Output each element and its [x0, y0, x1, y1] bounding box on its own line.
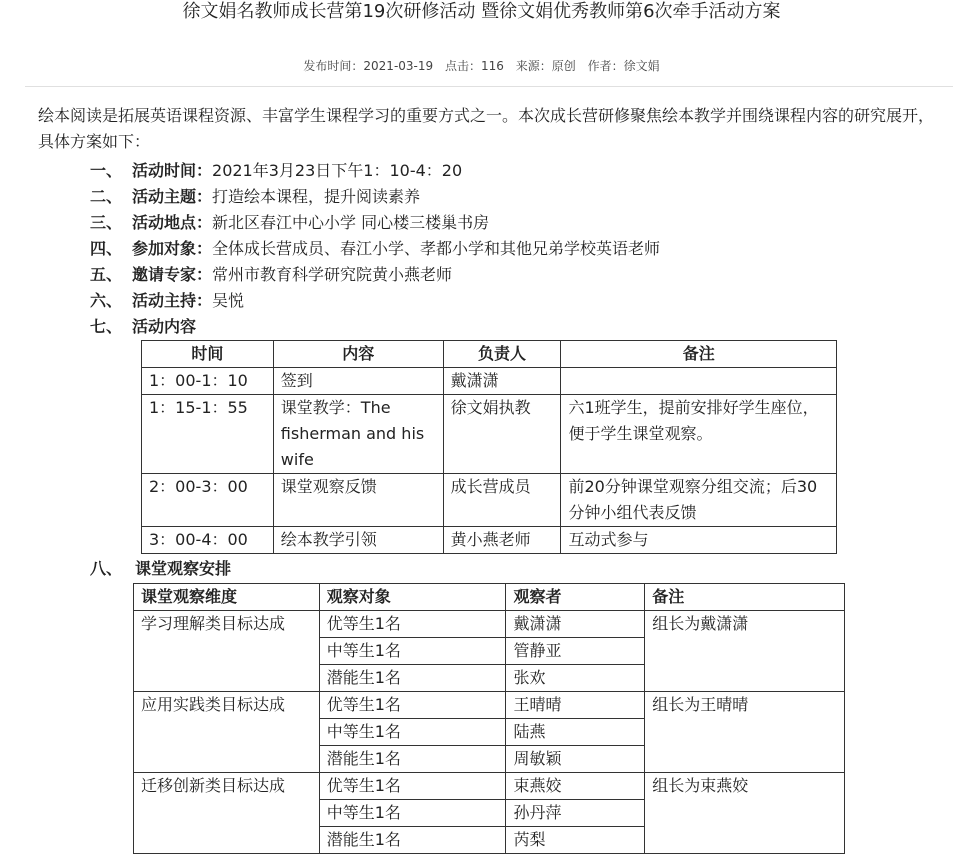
article-meta: [0, 57, 963, 74]
table-header-row: [134, 584, 845, 611]
publish-time: 发布时间：2021-03-19: [303, 59, 434, 73]
plan-item: 一、 活动时间：2021年3月23日下午1：10-4：20: [90, 161, 463, 180]
divider: [25, 86, 953, 87]
target-cell: 优等生1名: [319, 611, 506, 638]
dimension-cell: 应用实践类目标达成: [134, 692, 320, 773]
target-cell: 中等生1名: [319, 800, 506, 827]
click-count: 点击：116: [444, 59, 504, 73]
table-cell: 课堂教学：The fisherman and his wife: [273, 395, 443, 474]
observer-cell: 管静亚: [506, 638, 645, 665]
table-cell: 1：15-1：55: [142, 395, 274, 474]
table-row: [134, 611, 845, 638]
table-row: [142, 368, 837, 395]
plan-item: 二、 活动主题：打造绘本课程，提升阅读素养: [90, 187, 421, 206]
plan-item-value: 全体成长营成员、春江小学、孝都小学和其他兄弟学校英语老师: [212, 239, 661, 258]
table-row: [142, 395, 837, 474]
observer-cell: 周敏颖: [506, 746, 645, 773]
column-header: 时间: [142, 341, 274, 368]
plan-items: [90, 158, 660, 340]
table-cell: 徐文娟执教: [443, 395, 561, 474]
target-cell: 潜能生1名: [319, 665, 506, 692]
observer-cell: 束燕姣: [506, 773, 645, 800]
column-header: 备注: [645, 584, 845, 611]
table-cell: 课堂观察反馈: [273, 474, 443, 527]
table-cell: 戴潇潇: [443, 368, 561, 395]
intro-paragraph: 绘本阅读是拓展英语课程资源、丰富学生课程学习的重要方式之一。本次成长营研修聚焦绘本教学并围绕课程内容的研究展开，具体方案如下：: [38, 106, 935, 151]
target-cell: 潜能生1名: [319, 746, 506, 773]
table-cell: 2：00-3：00: [142, 474, 274, 527]
column-header: 内容: [273, 341, 443, 368]
plan-item-label: 活动主题：: [132, 187, 213, 206]
plan-item-value: 2021年3月23日下午1：10-4：20: [212, 161, 463, 180]
plan-item: 三、 活动地点：新北区春江中心小学 同心楼三楼巢书房: [90, 213, 490, 232]
target-cell: 优等生1名: [319, 692, 506, 719]
note-cell: 组长为王晴晴: [645, 692, 845, 773]
observer-cell: 戴潇潇: [506, 611, 645, 638]
table-cell: 3：00-4：00: [142, 527, 274, 554]
target-cell: 中等生1名: [319, 638, 506, 665]
note-cell: 组长为束燕姣: [645, 773, 845, 854]
table-cell: 互动式参与: [561, 527, 837, 554]
observer-cell: 芮梨: [506, 827, 645, 854]
section-heading: 八、 课堂观察安排: [90, 559, 232, 578]
table-cell: 绘本教学引领: [273, 527, 443, 554]
column-header: 课堂观察维度: [134, 584, 320, 611]
plan-item-label: 活动时间：: [132, 161, 213, 180]
column-header: 观察对象: [319, 584, 506, 611]
plan-item-label: 活动地点：: [132, 213, 213, 232]
table-cell: 六1班学生，提前安排好学生座位，便于学生课堂观察。: [561, 395, 837, 474]
column-header: 负责人: [443, 341, 561, 368]
observation-table: [133, 583, 845, 854]
dimension-cell: 迁移创新类目标达成: [134, 773, 320, 854]
author: 作者：徐文娟: [587, 59, 660, 73]
observer-cell: 王晴晴: [506, 692, 645, 719]
note-cell: 组长为戴潇潇: [645, 611, 845, 692]
table-row: [134, 773, 845, 800]
plan-item-value: 新北区春江中心小学 同心楼三楼巢书房: [212, 213, 490, 232]
table-cell: 黄小燕老师: [443, 527, 561, 554]
table-cell: [561, 368, 837, 395]
table-row: [134, 692, 845, 719]
table-cell: 前20分钟课堂观察分组交流；后30分钟小组代表反馈: [561, 474, 837, 527]
observer-cell: 张欢: [506, 665, 645, 692]
plan-item: 七、 活动内容: [90, 317, 197, 336]
source: 来源：原创: [515, 59, 576, 73]
schedule-table: [141, 340, 837, 554]
plan-item: 五、 邀请专家：常州市教育科学研究院黄小燕老师: [90, 265, 453, 284]
plan-item-value: 吴悦: [212, 291, 245, 310]
observer-cell: 陆燕: [506, 719, 645, 746]
plan-item-label: 活动内容: [132, 317, 197, 336]
table-cell: 1：00-1：10: [142, 368, 274, 395]
table-row: [142, 474, 837, 527]
plan-item: 六、 活动主持：吴悦: [90, 291, 245, 310]
column-header: 观察者: [506, 584, 645, 611]
table-row: [142, 527, 837, 554]
article-title: 徐文娟名教师成长营第19次研修活动 暨徐文娟优秀教师第6次牵手活动方案: [182, 1, 781, 22]
plan-item-value: 常州市教育科学研究院黄小燕老师: [212, 265, 453, 284]
target-cell: 潜能生1名: [319, 827, 506, 854]
plan-item: 四、 参加对象：全体成长营成员、春江小学、孝都小学和其他兄弟学校英语老师: [90, 239, 661, 258]
plan-item-label: 活动主持：: [132, 291, 213, 310]
plan-item-value: 打造绘本课程，提升阅读素养: [212, 187, 421, 206]
dimension-cell: 学习理解类目标达成: [134, 611, 320, 692]
table-header-row: [142, 341, 837, 368]
plan-item-label: 参加对象：: [132, 239, 213, 258]
table-cell: 成长营成员: [443, 474, 561, 527]
column-header: 备注: [561, 341, 837, 368]
target-cell: 优等生1名: [319, 773, 506, 800]
plan-item-label: 邀请专家：: [132, 265, 213, 284]
observer-cell: 孙丹萍: [506, 800, 645, 827]
table-cell: 签到: [273, 368, 443, 395]
target-cell: 中等生1名: [319, 719, 506, 746]
